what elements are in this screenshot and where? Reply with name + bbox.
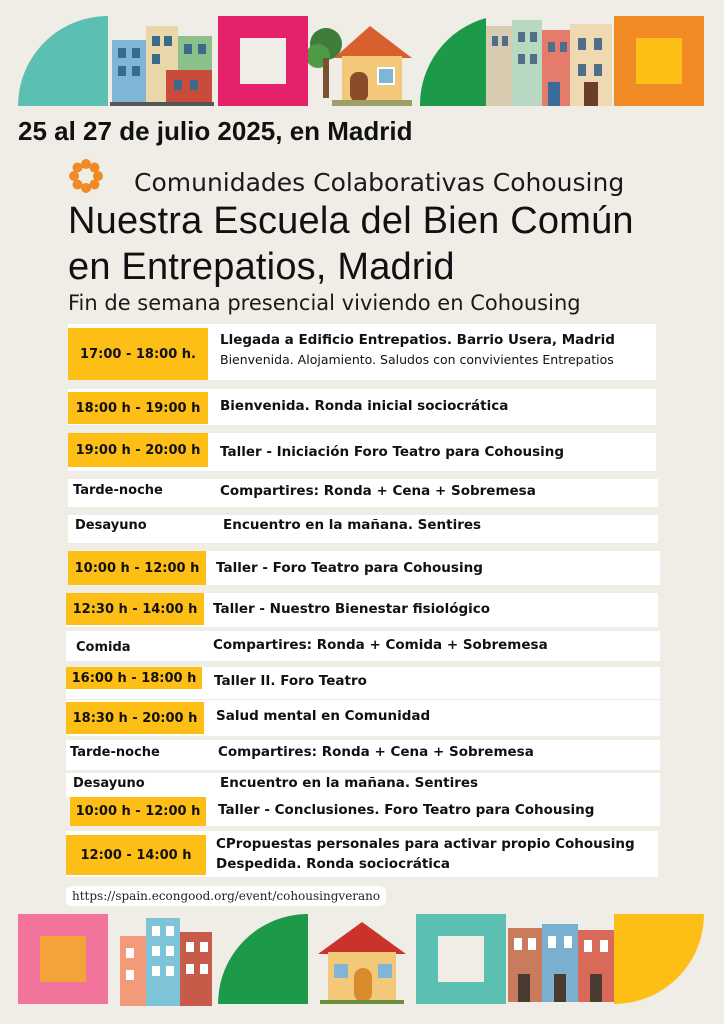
schedule-row xyxy=(68,479,658,507)
pink-square-shape xyxy=(218,16,308,106)
schedule-row xyxy=(70,797,660,826)
schedule-time: Comida xyxy=(76,639,131,655)
schedule-row xyxy=(68,433,656,471)
schedule-activity: Taller - Nuestro Bienestar fisiológico xyxy=(213,601,491,617)
schedule-activity: Taller - Conclusiones. Foro Teatro para Cohousing xyxy=(218,802,595,818)
schedule-time: Tarde-noche xyxy=(73,482,163,498)
top-decor-band xyxy=(0,14,724,119)
schedule-activity: Taller II. Foro Teatro xyxy=(214,673,367,689)
schedule-activity: Compartires: Ronda + Cena + Sobremesa xyxy=(220,483,536,499)
apartment-illustration xyxy=(116,916,216,1006)
schedule-row xyxy=(66,740,660,770)
buildings-illustration-1 xyxy=(110,24,214,106)
schedule-activity xyxy=(216,834,635,874)
schedule-time: Desayuno xyxy=(73,775,145,791)
schedule-activity: Bienvenida. Ronda inicial sociocrática xyxy=(220,398,509,414)
orange-square-shape xyxy=(614,16,704,106)
green-leaf-shape-bottom xyxy=(218,914,308,1004)
schedule-activity-text: CPropuestas personales para activar propio Cohousing xyxy=(216,836,635,852)
schedule-row xyxy=(66,700,660,736)
schedule-row xyxy=(68,324,656,380)
event-title xyxy=(68,198,634,290)
schedule-activity: Compartires: Ronda + Cena + Sobremesa xyxy=(218,744,534,760)
green-leaf-shape xyxy=(420,16,486,106)
schedule-row xyxy=(66,667,660,699)
schedule-time: 19:00 h - 20:00 h xyxy=(68,433,208,467)
event-subtitle: Comunidades Colaborativas Cohousing xyxy=(134,168,625,197)
pink-square-shape-bottom xyxy=(18,914,108,1004)
schedule-time: 12:30 h - 14:00 h xyxy=(66,593,204,625)
schedule-activity: Salud mental en Comunidad xyxy=(216,708,431,724)
event-tagline: Fin de semana presencial viviendo en Cohousing xyxy=(68,291,581,315)
bottom-decor-band xyxy=(0,914,724,1019)
schedule-row xyxy=(68,389,656,425)
schedule-row xyxy=(68,515,658,543)
teal-square-shape-bottom xyxy=(416,914,506,1004)
schedule-activity: Taller - Foro Teatro para Cohousing xyxy=(216,560,483,576)
event-link[interactable]: https://spain.econgood.org/event/cohousingverano xyxy=(66,886,386,906)
schedule-time: 10:00 h - 12:00 h xyxy=(70,797,206,826)
schedule-activity-text: Llegada a Edificio Entrepatios. Barrio Usera, Madrid xyxy=(220,332,615,348)
schedule-activity: Encuentro en la mañana. Sentires xyxy=(223,517,482,533)
schedule-time: 18:00 h - 19:00 h xyxy=(68,392,208,424)
schedule-row xyxy=(66,631,660,661)
schedule-row xyxy=(68,551,660,585)
schedule-activity-note: Bienvenida. Alojamiento. Saludos con convivientes Entrepatios xyxy=(220,352,614,367)
schedule-time: 12:00 - 14:00 h xyxy=(66,835,206,875)
event-date: 25 al 27 de julio 2025, en Madrid xyxy=(18,116,413,146)
house-illustration xyxy=(308,18,418,108)
schedule-time: Tarde-noche xyxy=(70,744,160,760)
cottage-illustration xyxy=(312,916,412,1006)
schedule-activity: Encuentro en la mañana. Sentires xyxy=(220,775,479,791)
flower-icon xyxy=(68,158,104,194)
schedule-activity: Taller - Iniciación Foro Teatro para Cohousing xyxy=(220,444,565,460)
schedule-activity: Compartires: Ronda + Comida + Sobremesa xyxy=(213,637,548,653)
schedule-row xyxy=(66,773,660,797)
schedule-time: 18:30 h - 20:00 h xyxy=(66,702,204,734)
event-title-line-2: en Entrepatios, Madrid xyxy=(68,246,455,288)
schedule-time: 17:00 - 18:00 h. xyxy=(68,328,208,380)
rowhouses-illustration xyxy=(508,920,614,1004)
teal-quarter-shape xyxy=(18,16,108,106)
schedule-time: Desayuno xyxy=(75,517,147,533)
schedule-time: 10:00 h - 12:00 h xyxy=(68,551,206,585)
schedule-activity-note: Despedida. Ronda sociocrática xyxy=(216,856,451,872)
schedule-row xyxy=(66,593,658,627)
orange-quarter-shape xyxy=(614,914,704,1004)
schedule-time: 16:00 h - 18:00 h xyxy=(66,667,202,689)
schedule-activity xyxy=(220,330,615,370)
schedule-row xyxy=(66,831,658,877)
buildings-illustration-2 xyxy=(486,16,614,108)
event-title-line-1: Nuestra Escuela del Bien Común xyxy=(68,200,634,242)
